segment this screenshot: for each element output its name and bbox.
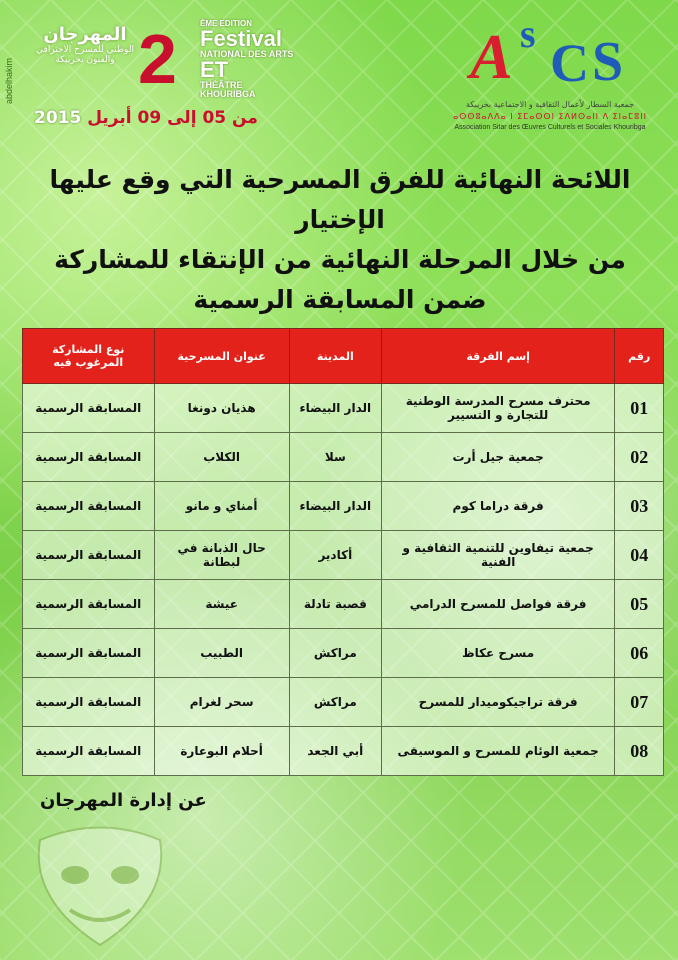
festival-dates	[34, 108, 258, 128]
festival-city: KHOURIBGA	[200, 89, 256, 99]
row-troupe: فرقة فواصل للمسرح الدرامي	[381, 580, 615, 629]
association-name-ar: جمعية السطار لأعمال الثقافية و الاجتماعية بخريبكة	[465, 100, 635, 109]
row-troupe: مسرح عكاظ	[381, 629, 615, 678]
table-row	[23, 531, 664, 580]
row-city: الدار البيضاء	[289, 482, 381, 531]
header-play: عنوان المسرحية	[154, 329, 289, 384]
row-type: المسابقة الرسمية	[23, 629, 155, 678]
festival-et: ET	[200, 57, 229, 82]
row-troupe: جمعية تيفاوين للتنمية الثقافية و الفنية	[381, 531, 615, 580]
association-logo	[450, 10, 650, 150]
festival-edition-number: 2	[138, 20, 177, 98]
festival-title-ar	[30, 24, 140, 65]
row-city: مراكش	[289, 629, 381, 678]
festival-edition-label: ÈME EDITION	[200, 19, 253, 28]
table-header-row	[23, 329, 664, 384]
header-type: نوع المشاركة المرغوب فيه	[23, 329, 155, 384]
signature: عن إدارة المهرجان	[40, 790, 207, 811]
row-type: المسابقة الرسمية	[23, 384, 155, 433]
festival-dates-text: من 05 إلى 09 أبريل	[87, 108, 258, 128]
row-num: 02	[615, 433, 664, 482]
row-city: أكادير	[289, 531, 381, 580]
row-num: 01	[615, 384, 664, 433]
logo-letter-a: A	[470, 21, 513, 92]
row-type: المسابقة الرسمية	[23, 727, 155, 776]
page-title	[20, 160, 660, 320]
row-play: عيشة	[154, 580, 289, 629]
headline-line-2: من خلال المرحلة النهائية من الإنتقاء للمشاركة ضمن المسابقة الرسمية	[54, 245, 626, 314]
row-num: 04	[615, 531, 664, 580]
row-city: الدار البيضاء	[289, 384, 381, 433]
festival-year: 2015	[34, 108, 82, 128]
side-credit: abdelhakim	[4, 58, 14, 105]
row-city: سلا	[289, 433, 381, 482]
row-city: قصبة تادلة	[289, 580, 381, 629]
row-type: المسابقة الرسمية	[23, 580, 155, 629]
festival-title-ar-main: المهرجان	[43, 24, 127, 45]
row-type: المسابقة الرسمية	[23, 433, 155, 482]
table-row	[23, 482, 664, 531]
theatre-mask-icon	[20, 820, 180, 950]
row-troupe: جمعية جيل أرت	[381, 433, 615, 482]
header-city: المدينة	[289, 329, 381, 384]
row-city: أبي الجعد	[289, 727, 381, 776]
festival-title-en	[200, 20, 300, 99]
header-troupe: إسم الفرقة	[381, 329, 615, 384]
table-row	[23, 727, 664, 776]
association-name-fr: Association Sitar des Œuvres Culturels et Sociales Khouribga	[454, 124, 646, 131]
table-row	[23, 678, 664, 727]
row-play: الكلاب	[154, 433, 289, 482]
row-type: المسابقة الرسمية	[23, 482, 155, 531]
row-troupe: جمعية الوئام للمسرح و الموسيقى	[381, 727, 615, 776]
row-num: 03	[615, 482, 664, 531]
row-type: المسابقة الرسمية	[23, 531, 155, 580]
selected-troupes-table	[22, 328, 664, 776]
association-logo-mark	[450, 10, 650, 96]
festival-subtitle-ar: الوطني للمسرح الاحترافي والفنون بخريبكة	[36, 45, 134, 65]
row-city: مراكش	[289, 678, 381, 727]
festival-theatre: THÉÂTRE	[200, 80, 243, 90]
row-troupe: محترف مسرح المدرسة الوطنية للتجارة و التسيير	[381, 384, 615, 433]
row-type: المسابقة الرسمية	[23, 678, 155, 727]
row-play: سحر لغرام	[154, 678, 289, 727]
row-play: حال الذبانة في لبطانة	[154, 531, 289, 580]
table-row	[23, 580, 664, 629]
header-num: رقم	[615, 329, 664, 384]
row-troupe: فرقة تراجيكوميدار للمسرح	[381, 678, 615, 727]
poster-header	[0, 0, 678, 150]
festival-word: Festival	[200, 26, 282, 51]
row-play: هذيان دونغا	[154, 384, 289, 433]
table-row	[23, 629, 664, 678]
logo-letter-s2: S	[592, 31, 624, 93]
association-name-tifinagh: ⴰⵙⵙⵓⴰⴷⴷⴰ ⵏ ⵉⵎⴰⵙⵙⵏ ⵉⴷⵍⵙⴰⵏⵏ ⴷ ⵉⵏⴰⵎⵓⵏⵏ	[453, 112, 647, 121]
table-row	[23, 384, 664, 433]
table-row	[23, 433, 664, 482]
headline-line-1: اللائحة النهائية للفرق المسرحية التي وقع عليها الإختيار	[49, 165, 631, 234]
row-num: 05	[615, 580, 664, 629]
row-num: 07	[615, 678, 664, 727]
logo-letter-c: C	[550, 33, 589, 93]
row-play: أمناي و مانو	[154, 482, 289, 531]
logo-letter-s: s	[520, 11, 536, 56]
row-num: 08	[615, 727, 664, 776]
row-play: أحلام البوعارة	[154, 727, 289, 776]
row-num: 06	[615, 629, 664, 678]
festival-subtitle-en: NATIONAL DES ARTS	[200, 49, 294, 59]
row-troupe: فرقة دراما كوم	[381, 482, 615, 531]
row-play: الطبيب	[154, 629, 289, 678]
